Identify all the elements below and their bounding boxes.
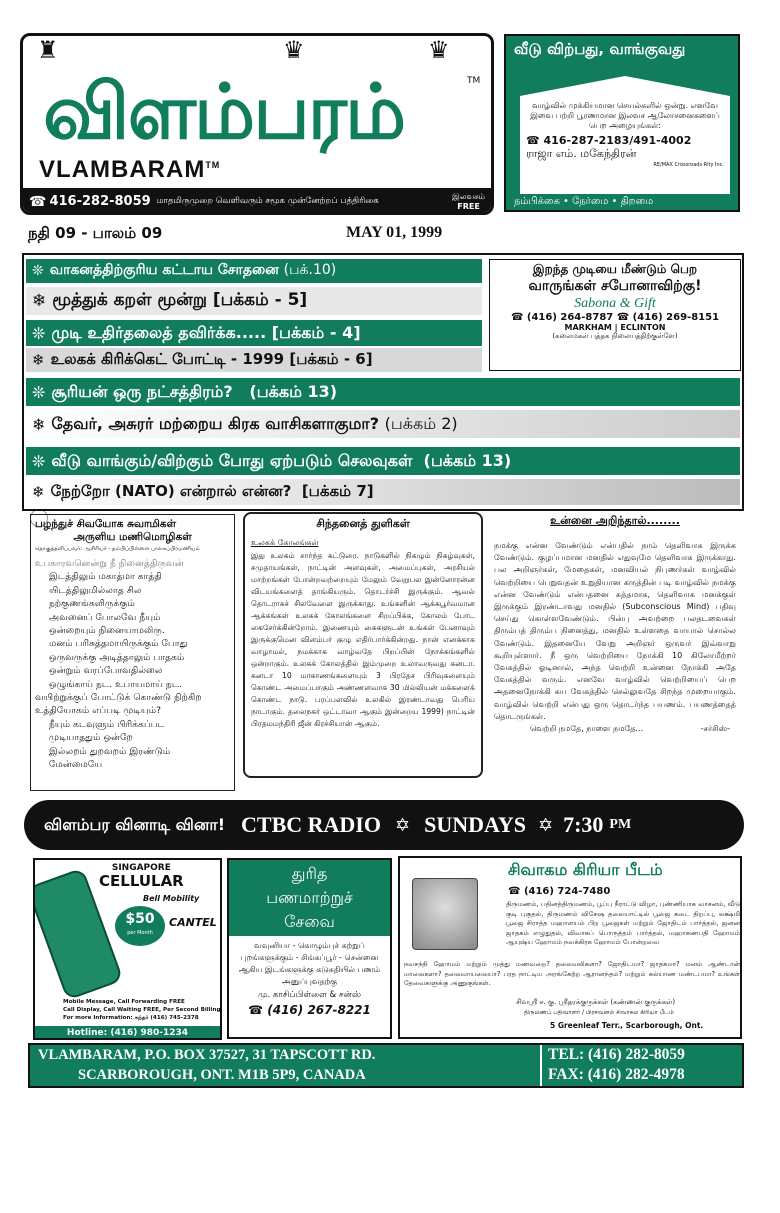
phone-icon: ☎ [616, 312, 633, 323]
sayings-title: பழந்துச் சிவயோக சுவாமிகள் [35, 518, 177, 530]
logo: விளம்பரம் [43, 67, 405, 156]
footer-contact [540, 1045, 744, 1086]
radio-banner[interactable] [24, 800, 744, 850]
masthead-bar [23, 188, 491, 215]
money-phone: ☎ (416) 267-8221 [248, 1003, 371, 1017]
masthead [20, 33, 494, 215]
list-item: ஒன்றையும் நினையாமலிரு. [49, 625, 165, 637]
asterisk-icon: ❄ [32, 351, 45, 369]
list-item: ஒன்றும் வரப்போவதில்லை [49, 665, 163, 677]
crown-icon: ♜ [37, 36, 59, 64]
cellular-brand: SINGAPORE CELLULAR [99, 863, 184, 890]
asterisk-icon: ❊ [32, 323, 46, 343]
realestate-panel [520, 96, 730, 194]
sabona-note: (கலைமகள் புத்தக நிலையத்திற்குள்ளே) [552, 332, 678, 340]
list-item: இல்லறம் துறவறம் இரண்டும் [49, 745, 171, 757]
knowself-body: நமக்கு என்ன வேண்டும் என்பதில் நாம் தெளிவாக இருக்க வேண்டும். குழப்பமான மனதில் எதுவுமே தெளிவாக இருக்காது. பல அறிஞர்கள், மேதைகள், மனவியல் நிபுணர்கள் வாழ்வில் வெற்றியை பெறுவதன் உறுதியான கருத்தின் படி வாழ்வில் நமக்கு என்ன வேண்டும் என்பதனை சுத்தமாக, தெளிவாக மனக்குள் இருக்கும் இரண்டாவது மனதில் (Subconscious Mind) பதிவு செய்து கொள்ளவேண்டும். பின்பு அவற்றை பலதடவைகள் திரும்பத் திரும்ப நினைத்து, மனதில் உள்ளதை வாயால் சொல்ல வேண்டும். இதனையே வேறு அறிஞர் ஒருவர் இவ்வாறு கூறியுள்ளார். நீ ஒரு வெற்றியை நோக்கி 10 கிலோமீற்றர் வேகத்தில் ஓடினால், அந்த வெற்றி உன்னை நோக்கி அதே வேகத்தில் வரும். எனவே வாழ்வில் வெற்றியைப் பெற அதனைநோக்கி சுய வேகத்தில் செல்லுவதே சிறந்த முறையாகும். வாழ்வில் வெற்றி என்பது ஒரு தொடர்ந்த பயணம். பயணத்தைத் தொடருங்கள். [494, 540, 736, 721]
sabona-line2: வாருங்கள் சபோனாவிற்கு! [528, 278, 702, 294]
cantel-logo: CANTEL [169, 916, 217, 929]
list-item: நீயும் கடவுளும் பிரிக்கப்பட [49, 718, 165, 730]
radio-time: 7:30 [563, 812, 604, 837]
list-item: அவனைப் போலவே நீயும் [49, 611, 161, 623]
list-item: வயிற்றுக்குப் போட்டுக் கொண்டு நிற்கிற [35, 692, 202, 704]
issue-volume: நதி 09 - பாலம் 09 [28, 224, 163, 242]
list-item: ஒருவருக்கு அடித்தாலும் பாதகம் [49, 651, 185, 663]
asterisk-icon: ❊ [32, 382, 46, 402]
radio-day: SUNDAYS [424, 812, 526, 837]
sivagama-more: நவசந்தி ஹோமம் மற்றும் முத்து மணவறை? தலைவலிகளா? ஜோதிடமா? ஜாதகமா? மனம் ஆண்டான் மாலைகளா? தலைவாயலையா? பரத நாட்டிய அரங்கேற்ற ஆரானந்தம்? மற்றும் கல்யாண மண்டபமா? உங்கள் தேவைகளுக்கு அணுகுங்கள். [404, 960, 740, 988]
asterisk-icon: ❊ [32, 263, 44, 279]
masthead-tagline: மாதமிருமுறை வெளிவரும் சமூக முன்னேற்றப் பத்திரிகை [156, 196, 379, 206]
sayings-list [35, 557, 230, 772]
sabona-name: Sabona & Gift [574, 296, 656, 311]
sayings-byline: தொகுத்தளிப்பவர்: ஆசிரியர் - தம்பிப்பிள்ளை பாலசுப்பிரமணியம் [35, 546, 200, 552]
sabona-location: MARKHAM | ECLINTON [564, 323, 666, 332]
asterisk-icon: ❄ [32, 414, 46, 434]
sivagama-services: திருமணம், பதினத்திருமணம், பூப்பு நீராட்டு விழா, புண்ணியாக வாசனம், வீடு குடி புகுதல், திருமணம் விசேஷ தலையாட்டில் பூஜை கடை திறப்பு, லக்ஷ்மி பூஜை சிராத்த மஹாளயம் பிற பூஜைகள் மற்றும் ஜோதிடம் பார்த்தல், ஜனன ஜாதகம் எழுதுதல், விவாகப் பொருத்தம் பார்த்தல், மஹாகணபதி ஹோமம் ஆயுஷ்ய ஹோமம் நவக்கிரக ஹோமம் போன்றவை [506, 900, 740, 947]
realestate-ad [504, 34, 740, 212]
headline-1[interactable]: ❊ வாகனத்திற்குரிய கட்டாய சோதனை (பக்.10) [26, 259, 482, 283]
list-item: ஒழுங்காய் நட. உபாயமாய் நட. [49, 678, 183, 690]
asterisk-icon: ❄ [32, 483, 45, 501]
knowself-footer: வெற்றி நமதே, நாளை நமதே... -சர்சிஸ்- [530, 724, 730, 734]
list-item: முடியாததும் ஒன்றே [49, 732, 133, 744]
cellular-ad [33, 858, 222, 1040]
thoughts-column [243, 512, 483, 778]
thoughts-title: சிந்தனைத் துளிகள் [316, 517, 410, 530]
phone-icon: ☎ [526, 134, 544, 147]
footer-address-2: SCARBOROUGH, ONT. M1B 5P9, CANADA [78, 1067, 366, 1083]
headline-2[interactable]: ❄ மூத்துக் கறள் மூன்று [பக்கம் - 5] [26, 287, 482, 315]
footer-fax: FAX: (416) 282-4978 [548, 1066, 685, 1083]
asterisk-icon: ❊ [32, 451, 46, 471]
list-item: மேன்மையே [49, 759, 103, 771]
cellular-features: Mobile Message, Call Forwarding FREE Call Display, Call Waiting FREE, Per Second Billing For more Information: சுந்தர் (416) 745-2378 [63, 999, 221, 1021]
brand-name: VLAMBARAM™ [39, 156, 221, 183]
logo-tm: TM [467, 76, 481, 86]
headline-4[interactable]: ❄ உலகக் கிரிக்கெட் போட்டி - 1999 [பக்கம் - 6] [26, 348, 482, 372]
realestate-company: RE/MAX Crossroads Rlty Inc. [653, 162, 724, 168]
crown-icon: ♛ [283, 36, 305, 64]
money-ad [227, 858, 392, 1039]
masthead-phone: 416-282-8059 [49, 194, 151, 209]
list-item: மனம் பரிசுத்தமாயிருக்கும் போது [49, 638, 188, 650]
star-icon: ✡ [394, 814, 411, 836]
phone-icon: ☎ [248, 1003, 268, 1017]
footer-address-1: VLAMBARAM, P.O. BOX 37527, 31 TAPSCOTT RD. [38, 1047, 376, 1063]
headline-6[interactable]: ❄ தேவர், அசுரர் மற்றைய கிரக வாசிகளாகுமா? (பக்கம் 2) [26, 410, 740, 438]
realestate-footer: நம்பிக்கை • நேர்மை • திறமை [514, 196, 654, 207]
sivagama-address: 5 Greenleaf Terr., Scarborough, Ont. [550, 1021, 704, 1030]
money-name: மு. காசிப்பிள்ளை & சன்ஸ் [258, 990, 361, 1000]
sivagama-title: சிவாகம கிரியா பீடம் [508, 860, 663, 879]
footer-bar [28, 1043, 744, 1088]
phone-icon: ☎ [508, 886, 524, 897]
crown-icon: ♛ [428, 36, 450, 64]
sabona-ad [489, 259, 741, 371]
list-item: உத்தியோகம் எப்படி முடியும்? [35, 705, 161, 717]
list-item: இடத்திலும் மகாத்மா காத்தி [49, 571, 162, 583]
sabona-line1: இறந்த முடியை மீண்டும் பெற [532, 262, 698, 276]
list-item: நற்குணங்களிருக்கும் [49, 598, 135, 610]
money-title: துரித பணமாற்றுச் சேவை [229, 860, 390, 936]
realestate-phone: ☎ 416-287-2183/491-4002 [526, 134, 692, 147]
bell-logo: Bell Mobility [143, 894, 200, 903]
realestate-text: வாழ்வில் முக்கியமான செயல்களில் ஒன்று. எனவே இவை பற்றி பூரணமான இலவச ஆலோசனைகளைப் பெற அழையுங்கள்: [530, 101, 720, 130]
house-roof-icon [520, 76, 730, 96]
issue-date: MAY 01, 1999 [346, 224, 443, 241]
sabona-phones: ☎ (416) 264-8787 ☎ (416) 269-8151 [510, 312, 720, 323]
headline-5[interactable]: ❊ சூரியன் ஒரு நட்சத்திரம்? (பக்கம் 13) [26, 378, 740, 406]
realestate-title: வீடு விற்பது, வாங்குவது [514, 40, 686, 58]
star-icon: ✡ [537, 814, 554, 836]
list-item: உபகாரவனென்று நீ நினைத்திருவன் [35, 558, 184, 569]
sivagama-person-2: திருமணப் பதிவாளர் / பிரசவனம் சிவாகம கிரியா பீடம் [524, 1009, 674, 1016]
asterisk-icon: ❄ [32, 291, 47, 311]
phone-icon: ☎ [29, 193, 47, 210]
radio-lead: விளம்பர வினாடி வினா! [44, 814, 226, 834]
radio-name: CTBC RADIO [241, 812, 381, 837]
headline-7[interactable]: ❊ வீடு வாங்கும்/விற்கும் போது ஏற்படும் செலவுகள் (பக்கம் 13) [26, 447, 740, 475]
footer-tel: TEL: (416) 282-8059 [548, 1046, 685, 1063]
radio-ampm: PM [609, 817, 632, 832]
knowself-column [490, 512, 740, 790]
sayings-title-2: அருளிய மணிமொழிகள் [73, 531, 192, 543]
headline-3[interactable]: ❊ முடி உதிர்தலைத் தவிர்க்க..... [பக்கம் - 4] [26, 320, 482, 346]
thoughts-subtitle: உலகக் கோலங்கள் [251, 538, 319, 547]
money-text: வவுனியா - கொழும்புச் சுற்றுப் புறங்களுக்கும் - சிங்கப்பூர் - சென்னை ஆகிய இடங்களுக்கு கடுகதியில் பணம் அனுப்புவதற்கு [238, 941, 381, 986]
list-item: யிடத்திலுமில்லாத சில [49, 584, 142, 596]
price-badge: $50 per Month [115, 906, 165, 946]
cellular-hotline: Hotline: (416) 980-1234 [35, 1026, 220, 1040]
free-badge: இலவசம் FREE [452, 191, 485, 211]
sayings-column [30, 514, 235, 791]
sivagama-ad [398, 856, 742, 1039]
sivagama-phone: ☎ (416) 724-7480 [508, 886, 611, 897]
sivagama-person: சிவஸ்ரீ ச. கு. ஸ்ரீதரக்குருக்கள் (கண்ணன் குருக்கள்) [516, 998, 676, 1006]
realestate-name: ராஜா எம். மகேந்திரன் [526, 147, 637, 160]
headline-8[interactable]: ❄ நேற்றோ (NATO) என்றால் என்ன? [பக்கம் 7] [26, 479, 740, 505]
deity-image [412, 878, 478, 950]
thoughts-body: இது உலகம் சார்ந்த கட்டுரை. நாடுகளில் நிகழும் நிகழ்வுகள், சமுதாயங்கள், நாட்டின் அளவுகள், அமைப்புகள், அரசியல் மாற்றங்கள் போன்றவற்றையும் மேலும் வேறுபல இன்னோரன்ன விடயங்களைத் தாங்கியரும். தொடர்ச்சி இருக்கும். ஆவல் தொடராகச் சிலவேளை இருக்காது. உங்களின் ஆக்கபூர்வமான ஆக்கங்கள் உலகக் கோலங்களை சிறப்பிக்க, கோலம் போட கைசேர்க்கின்றோம். இணையும் கைகளுடன் உங்கள் பேனாவும் இருக்குமென விளம்பர் குழு எதிர்பார்க்கின்றது. நான் எனக்காக வாழாமல், நமக்காக வாழ்வதே பிறப்பின் நோக்கங்களில் ஒன்றாகும். உலகக் கோலத்தில் இம்முறை உலாவருவது கனடா. கனடா 10 மாகாணங்களையும் 3 பிரதேச பிரிவுகளையும் கொண்ட அமைப்பாகும் அண்ணளவாக 30 மில்லியன் மக்களைக் கொண்ட நாடு. பரப்பளவில் உலகில் இரண்டாவது பெரிய நாடாகும். தலைநகர் ஒட்டாவா ஆகும் இன்றைய 1999) நாட்டின் பிரதமமந்திரி ஜீன் கிரச்சியான் ஆகும். [251, 551, 475, 728]
phone-icon: ☎ [510, 312, 527, 323]
knowself-title: உன்னை அறிந்தால்........ [550, 514, 680, 527]
